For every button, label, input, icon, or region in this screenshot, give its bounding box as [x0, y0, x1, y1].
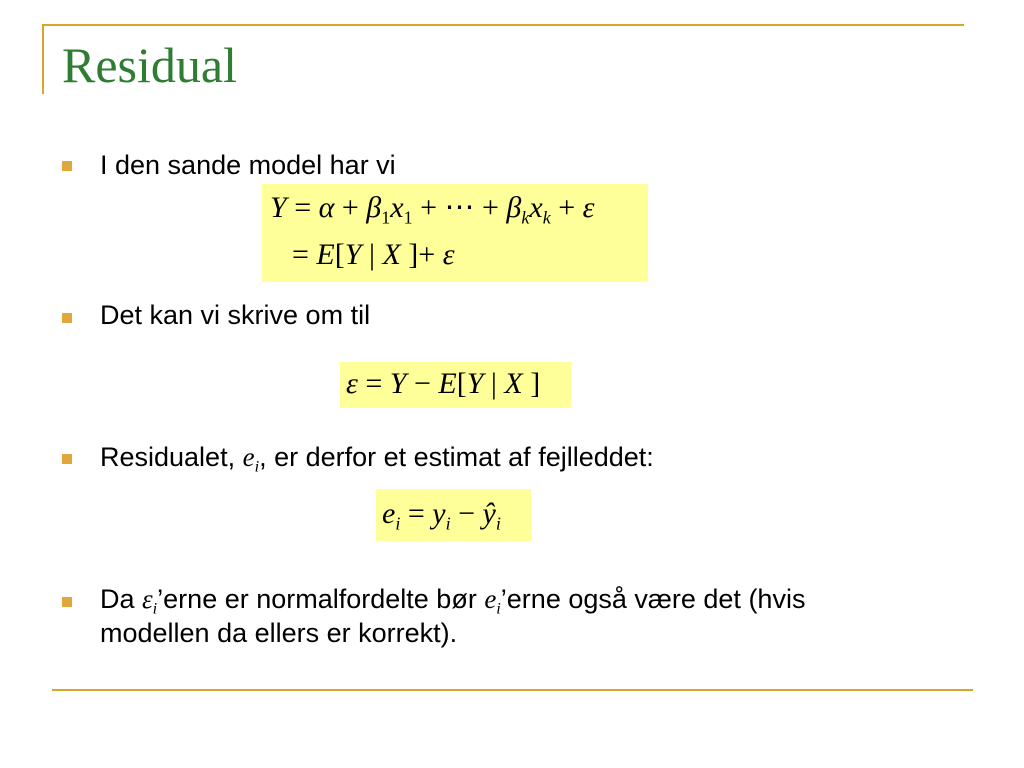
bullet-marker [62, 313, 72, 323]
bullet-text: Det kan vi skrive om til [100, 300, 371, 330]
bullet-text-part: Residualet, [100, 442, 243, 472]
bullet-text [100, 440, 980, 474]
bullet-text-part: modellen da ellers er korrekt). [100, 618, 458, 648]
equation-model-line-2: = E[Y | X ]+ ε [292, 238, 455, 271]
epsilon-symbol: ε [142, 584, 153, 614]
equation-model [262, 184, 648, 282]
equation-residual [376, 489, 531, 541]
slide-title: Residual [62, 37, 237, 93]
equation-residual-line: $e_i = y_i$ − $ŷ_i$ [382, 497, 501, 534]
bullet-text-part: Da [100, 584, 143, 614]
eq-symbol: Y [270, 191, 287, 224]
equation-error-line: ε = Y − E[Y | X ] [346, 367, 541, 400]
equation-error [340, 362, 571, 408]
bullet-text-part: ’erne er normalfordelte bør [157, 584, 485, 614]
residual-symbol: e [242, 442, 255, 472]
bullet-text: I den sande model har vi [100, 150, 396, 180]
residual-symbol: e [484, 584, 497, 614]
bottom-rule [52, 689, 973, 691]
left-rule [42, 24, 44, 94]
residual-subscript: i [254, 457, 260, 476]
bullet-text-part: , er derfor et estimat af fejlleddet: [259, 442, 654, 472]
residual-subscript: i [496, 599, 501, 618]
bullet-marker [62, 454, 72, 464]
bullet-text-part: ’erne også være det (hvis [500, 584, 806, 614]
epsilon-subscript: i [152, 599, 158, 618]
bullet-marker [62, 161, 72, 171]
bullet-marker [62, 597, 72, 607]
top-rule [42, 24, 964, 26]
equation-model-line-1: $Y = \alpha + \beta_1x_1$ + ⋯ + $\beta_kx_k + \varepsilon$ [270, 191, 595, 228]
bullet-text [100, 582, 980, 650]
